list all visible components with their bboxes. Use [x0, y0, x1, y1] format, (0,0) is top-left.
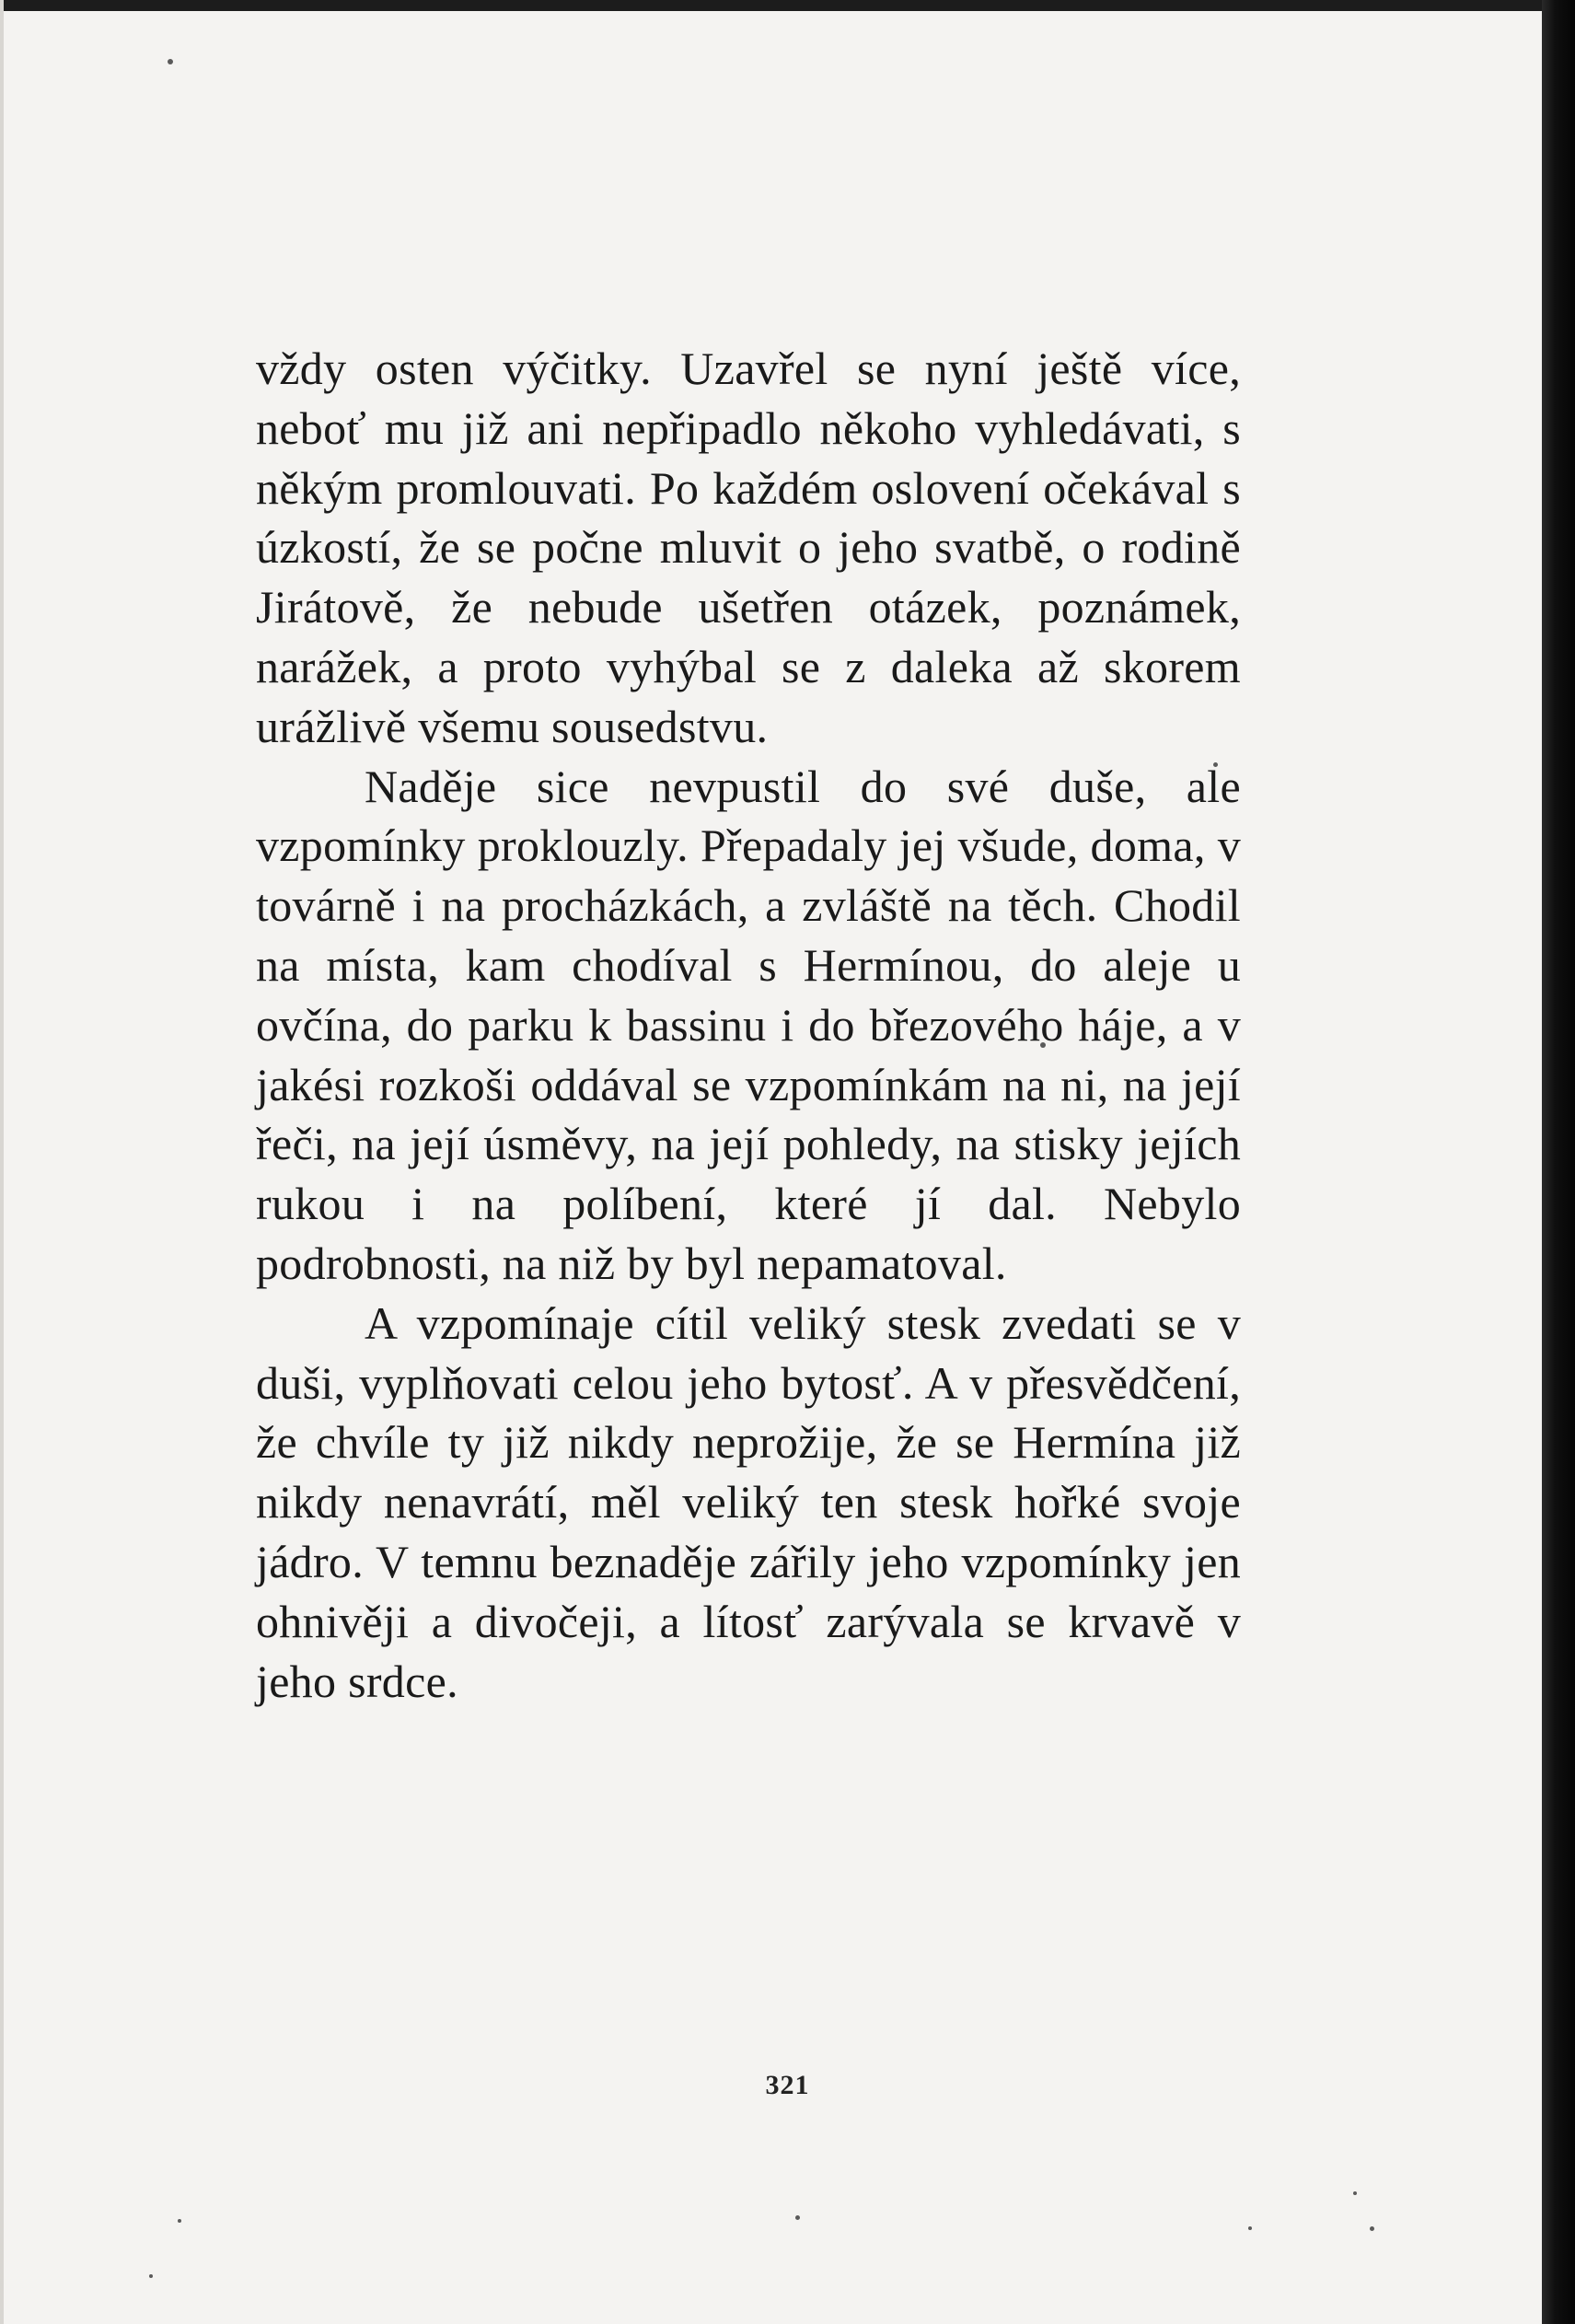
scan-top-border [0, 0, 1575, 11]
scan-left-edge [0, 0, 4, 2324]
page-number: 321 [765, 2070, 810, 2100]
dust-speck [1248, 2226, 1252, 2230]
paragraph-1: vždy osten výčitky. Uzavřel se nyní ještě více, neboť mu již ani nepřipadlo někoho vyhledávati, s někým promlouvati. Po každém oslovení očekával s úzkostí, že se počne mluvit o jeho svatbě, o rodině Jirátově, že nebude ušetřen otázek, poznámek, narážek, a proto vyhýbal se z daleka až skorem urážlivě všemu sousedstvu. [256, 343, 1241, 752]
dust-speck [168, 59, 173, 64]
paragraph-2: Naděje sice nevpustil do své duše, ale vzpomínky proklouzly. Přepadaly jej všude, doma, v továrně i na procházkách, a zvláště na těch. Chodil na místa, kam chodíval s Hermínou, do aleje u ovčína, do parku k bassinu i do březového háje, a v jakési rozkoši oddával se vzpomínkám na ni, na její řeči, na její úsměvy, na její pohledy, na stisky jejích rukou i na políbení, které jí dal. Nebylo podrobnosti, na niž by byl nepamatoval. [256, 760, 1241, 1289]
scan-right-border [1542, 0, 1575, 2324]
dust-speck [1370, 2226, 1374, 2231]
paragraph-3: A vzpomínaje cítil veliký stesk zvedati se v duši, vyplňovati celou jeho bytosť. A v přesvědčení, že chvíle ty již nikdy neprožije, že se Hermína již nikdy nenavrátí, měl veliký ten stesk hořké svoje jádro. V temnu beznaděje zářily jeho vzpomínky jen ohnivěji a divočeji, a lítosť zarývala se krvavě v jeho srdce. [256, 1296, 1241, 1707]
body-text [256, 339, 1241, 1711]
dust-speck [1353, 2191, 1357, 2195]
dust-speck [795, 2215, 800, 2220]
dust-speck [149, 2274, 153, 2278]
dust-speck [178, 2219, 181, 2223]
